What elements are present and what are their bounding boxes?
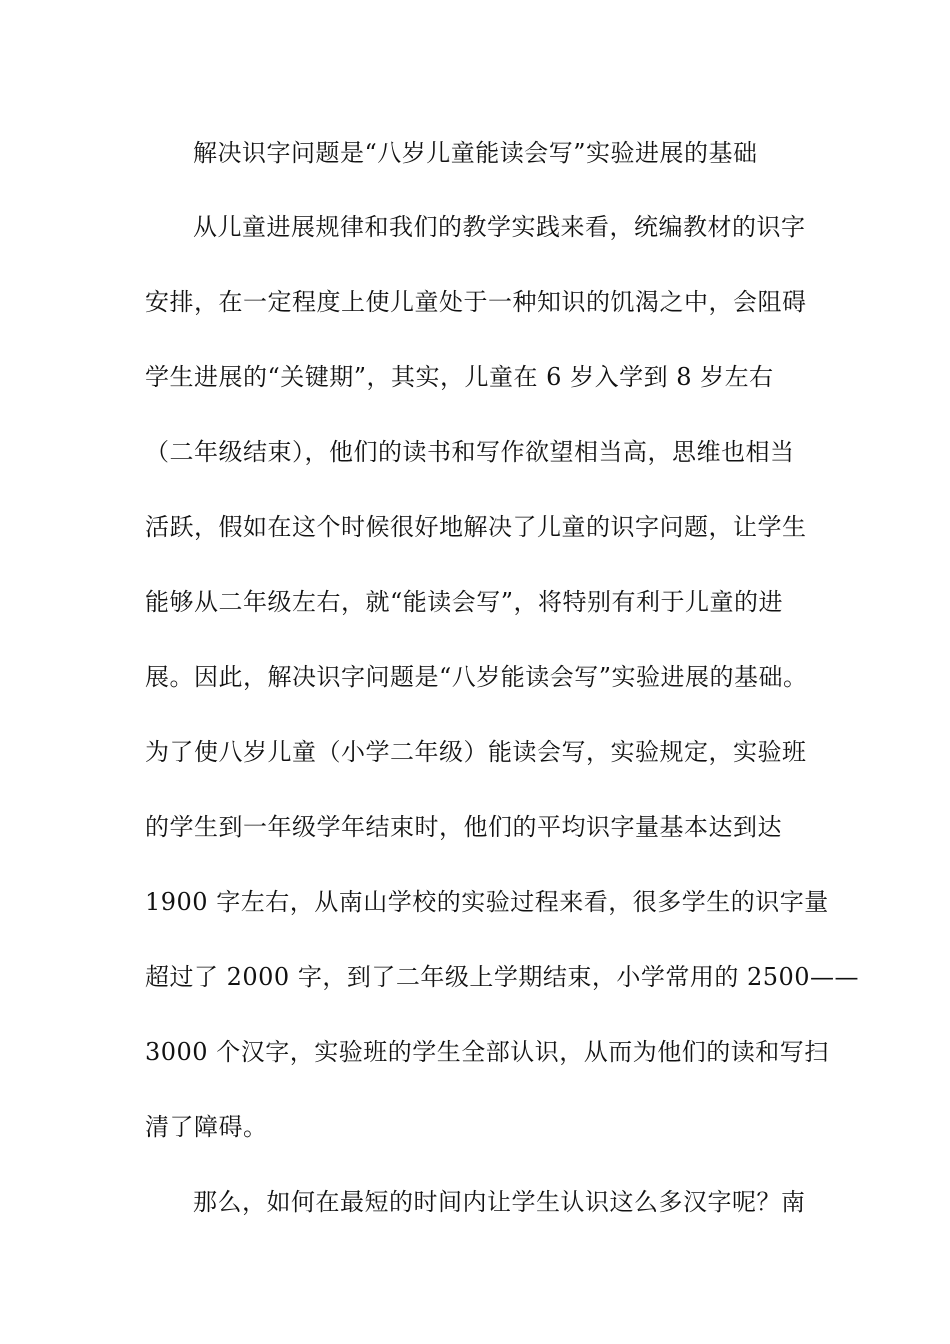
paragraph-line-12: 3000 个汉字，实验班的学生全部认识，从而为他们的读和写扫 [145, 1038, 829, 1066]
paragraph-line-11: 超过了 2000 字，到了二年级上学期结束，小学常用的 2500—— [145, 963, 860, 991]
paragraph-line-8: 为了使八岁儿童（小学二年级）能读会写，实验规定，实验班 [145, 738, 807, 766]
paragraph-line-2: 安排，在一定程度上使儿童处于一种知识的饥渴之中，会阻碍 [145, 288, 807, 316]
paragraph-line-1: 从儿童进展规律和我们的教学实践来看，统编教材的识字 [193, 213, 806, 241]
paragraph-line-4: （二年级结束），他们的读书和写作欲望相当高，思维也相当 [145, 438, 795, 466]
paragraph-line-5: 活跃，假如在这个时候很好地解决了儿童的识字问题，让学生 [145, 513, 807, 541]
document-title: 解决识字问题是“八岁儿童能读会写”实验进展的基础 [193, 139, 758, 167]
paragraph-line-6: 能够从二年级左右，就“能读会写”，将特别有利于儿童的进 [145, 588, 784, 616]
paragraph-line-7: 展。因此，解决识字问题是“八岁能读会写”实验进展的基础。 [145, 663, 808, 691]
paragraph-line-9: 的学生到一年级学年结束时，他们的平均识字量基本达到达 [145, 813, 782, 841]
paragraph-line-10: 1900 字左右，从南山学校的实验过程来看，很多学生的识字量 [145, 888, 829, 916]
paragraph-line-14: 那么，如何在最短的时间内让学生认识这么多汉字呢？南 [193, 1188, 806, 1216]
paragraph-line-3: 学生进展的“关键期”，其实，儿童在 6 岁入学到 8 岁左右 [145, 363, 774, 391]
paragraph-line-13: 清了障碍。 [145, 1113, 268, 1141]
